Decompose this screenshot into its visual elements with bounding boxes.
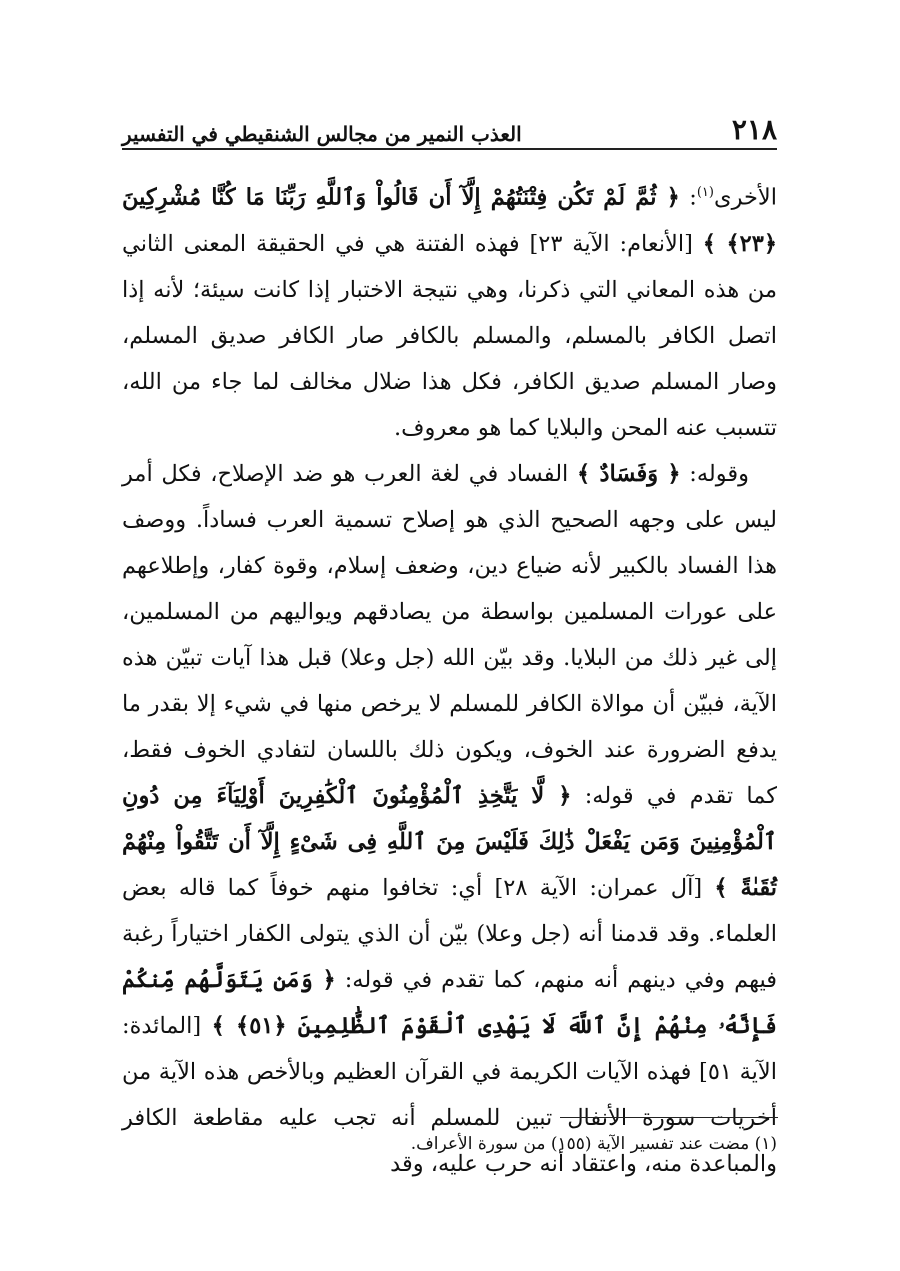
footnote-ref: (١) [696, 185, 714, 200]
text-run: [آل عمران: الآية ٢٨] أي: تخافوا منهم خوفاً كما قاله بعض العلماء. وقد قدمنا أنه (جل وعلا) بيّن أن الذي يتولى الكفار اختياراً رغبة فيهم وفي دينهم أنه منهم، كما تقدم في قوله: [122, 874, 777, 993]
paragraph [122, 170, 777, 451]
text-run: الأخرى [713, 184, 778, 211]
text-run: : [679, 184, 697, 211]
text-run: [الأنعام: الآية ٢٣] فهذه الفتنة هي في الحقيقة المعنى الثاني من هذه المعاني التي ذكرنا، وهي نتيجة الاختبار إذا كانت سيئة؛ لأنه إذا اتصل الكافر بالمسلم، والمسلم بالكافر صار الكافر صديق المسلم، وصار المسلم صديق الكافر، فكل هذا ضلال مخالف لما جاء من الله، تتسبب عنه المحن والبلايا كما هو معروف. [122, 230, 777, 441]
quran-verse: ﴿ لَّا يَتَّخِذِ ٱلْمُؤْمِنُونَ ٱلْكَٰفِرِينَ أَوْلِيَآءَ مِن دُونِ ٱلْمُؤْمِنِينَ وَمَن يَفْعَلْ ذَٰلِكَ فَلَيْسَ مِنَ ٱللَّهِ فِى شَىْءٍ إِلَّآ أَن تَتَّقُواْ مِنْهُمْ تُقَىٰةً ﴾ [122, 782, 777, 901]
footnote: (١) مضت عند تفسير الآية (١٥٥) من سورة الأعراف. [410, 1134, 777, 1154]
page-header [122, 112, 777, 150]
body-text [122, 170, 777, 1187]
footnote-divider [560, 1117, 778, 1118]
quran-verse: ﴿ وَمَن يَتَوَلَّهُم مِّنكُمْ فَإِنَّهُۥ مِنْهُمْ إِنَّ ٱللَّهَ لَا يَهْدِى ٱلْقَوْمَ ٱلظَّٰلِمِينَ ﴿٥١﴾ ﴾ [122, 966, 777, 1039]
text-run: وقوله: [680, 460, 749, 487]
text-run: [المائدة: الآية ٥١] فهذه الآيات الكريمة في القرآن العظيم وبالأخص هذه الآية من أخريات سورة الأنفال تبين للمسلم أنه تجب عليه مقاطعة الكافر والمباعدة منه، واعتقاد أنه حرب عليه، وقد [122, 1012, 778, 1177]
book-title: العذب النمير من مجالس الشنقيطي في التفسير [122, 122, 522, 146]
quran-verse: ﴿ وَفَسَادٌ ﴾ [576, 460, 681, 487]
quran-verse: ﴿ ثُمَّ لَمْ تَكُن فِتْنَتُهُمْ إِلَّآ أَن قَالُواْ وَٱللَّهِ رَبِّنَا مَا كُنَّا مُشْرِكِينَ ﴿٢٣﴾ ﴾ [122, 184, 777, 257]
paragraph [122, 451, 777, 1187]
text-run: الفساد في لغة العرب هو ضد الإصلاح، فكل أمر ليس على وجهه الصحيح الذي هو إصلاح تسمية العرب فساداً. ووصف هذا الفساد بالكبير لأنه ضياع دين، وضعف إسلام، وقوة كفار، وإطلاعهم على عورات المسلمين بواسطة من يصادقهم ويواليهم من المسلمين، إلى غير ذلك من البلايا. وقد بيّن الله (جل وعلا) قبل هذا آيات تبيّن هذه الآية، فبيّن أن موالاة الكافر للمسلم لا يرخص منها في شيء إلا بقدر ما يدفع الضرورة عند الخوف، ويكون ذلك باللسان لتفادي الخوف فقط، كما تقدم في قوله: [122, 460, 777, 809]
page-number: ٢١٨ [731, 113, 777, 146]
